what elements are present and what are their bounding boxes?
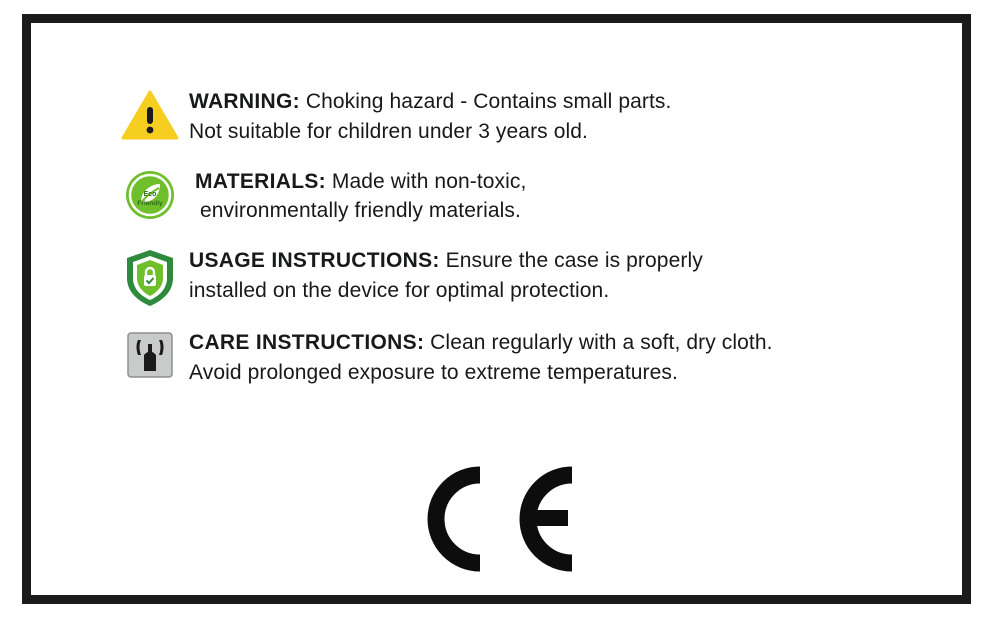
care-heading: CARE INSTRUCTIONS: xyxy=(189,331,425,355)
warning-line2: Not suitable for children under 3 years old. xyxy=(189,119,588,143)
row-warning xyxy=(111,85,941,147)
ce-mark-icon xyxy=(402,459,592,579)
warning-line1: Choking hazard - Contains small parts. xyxy=(299,90,672,113)
warning-heading: WARNING: xyxy=(189,90,300,113)
materials-line2: environmentally friendly materials. xyxy=(200,199,521,223)
materials-line1: Made with non-toxic, xyxy=(325,169,527,193)
usage-line1: Ensure the case is properly xyxy=(439,249,703,273)
usage-text xyxy=(189,244,941,306)
handle-with-care-icon xyxy=(111,326,189,380)
safety-label-card xyxy=(22,14,971,604)
care-line1: Clean regularly with a soft, dry cloth. xyxy=(424,331,773,355)
eco-badge-top: Eco xyxy=(143,190,157,198)
label-rows xyxy=(111,85,941,406)
care-text xyxy=(189,326,941,388)
eco-friendly-leaf-icon xyxy=(111,165,189,221)
materials-text xyxy=(189,165,941,227)
warning-text xyxy=(189,85,941,147)
usage-line2: installed on the device for optimal protection. xyxy=(189,279,610,303)
row-usage-instructions xyxy=(111,244,941,308)
row-care-instructions xyxy=(111,326,941,388)
warning-triangle-icon xyxy=(111,85,189,141)
care-line2: Avoid prolonged exposure to extreme temperatures. xyxy=(189,361,678,385)
eco-badge-bottom: Friendly xyxy=(137,199,163,207)
materials-heading: MATERIALS: xyxy=(195,169,326,193)
usage-heading: USAGE INSTRUCTIONS: xyxy=(189,249,440,273)
ce-mark-wrap xyxy=(31,459,962,579)
shield-check-icon xyxy=(111,244,189,308)
row-materials xyxy=(111,165,941,227)
